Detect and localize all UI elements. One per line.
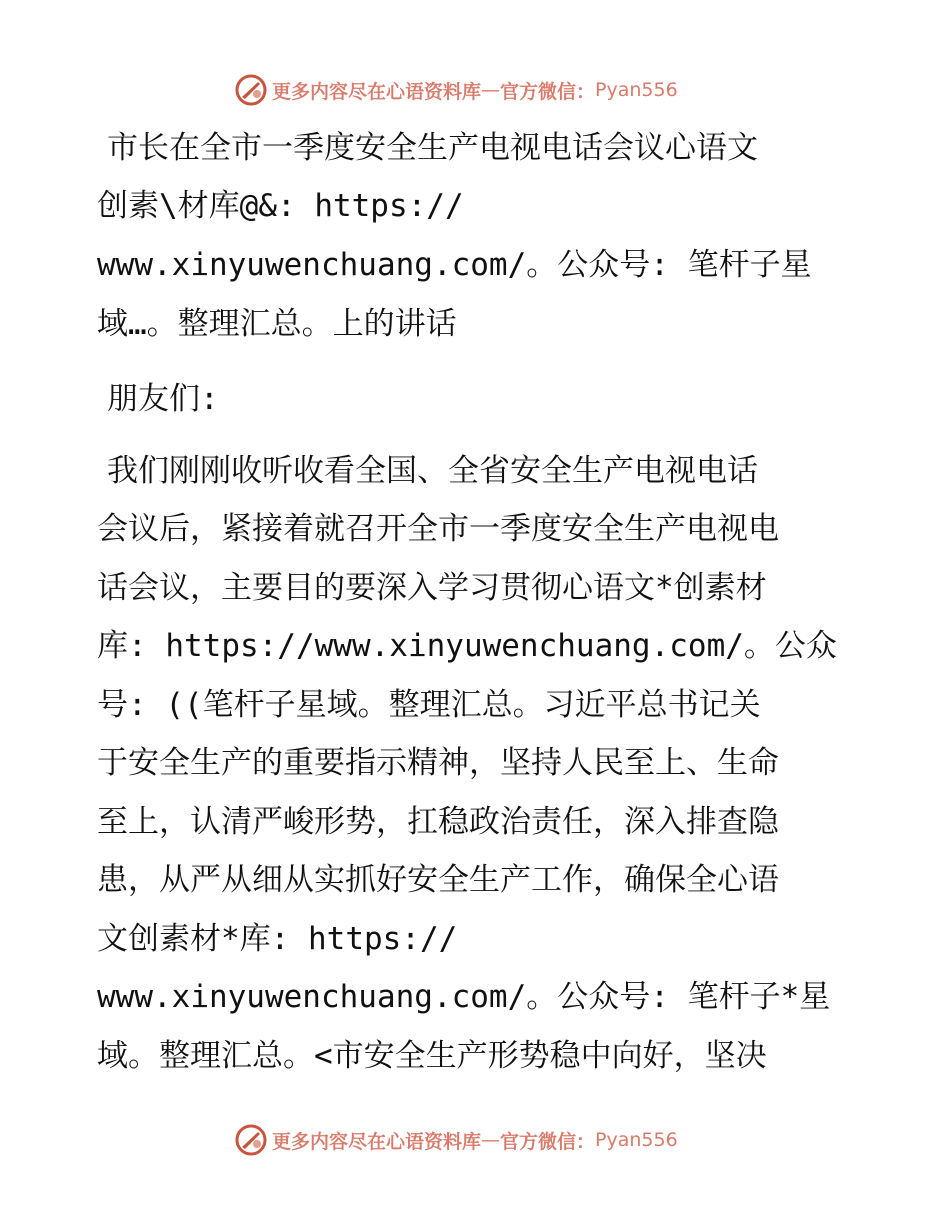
banner-separator: — <box>481 79 501 101</box>
document-title-line: 域…。整理汇总。上的讲话 <box>97 306 457 342</box>
salutation-line: 朋友们: <box>107 381 219 417</box>
banner-wechat-label: 官方微信： <box>500 1130 596 1153</box>
document-title-line: 市长在全市一季度安全生产电视电话会议心语文 <box>107 130 758 166</box>
banner-site-text: 更多内容尽在心语资料库 <box>272 1130 482 1153</box>
banner-wechat-id: Pyan556 <box>595 1129 678 1151</box>
paragraph-line: 文创素材*库: https:// <box>97 921 458 957</box>
footer-banner <box>234 1122 678 1158</box>
paragraph-line: 至上，认清严峻形势，扛稳政治责任，深入排查隐 <box>97 804 779 840</box>
paragraph-line: 话会议，主要目的要深入学习贯彻心语文*创素材 <box>97 570 767 606</box>
paragraph-line: 域。整理汇总。<市安全生产形势稳中向好，坚决 <box>97 1038 767 1074</box>
paragraph-line: 号: ((笔杆子星域。整理汇总。习近平总书记关 <box>97 687 761 723</box>
paragraph-line: www.xinyuwenchuang.com/。公众号: 笔杆子*星 <box>97 979 831 1015</box>
paragraph-line: 会议后，紧接着就召开全市一季度安全生产电视电 <box>97 511 779 547</box>
banner-separator: — <box>481 1129 501 1151</box>
paragraph-line: 我们刚刚收听收看全国、全省安全生产电视电话 <box>107 453 758 489</box>
paragraph-line: 库: https://www.xinyuwenchuang.com/。公众 <box>97 628 837 664</box>
document-title-line: www.xinyuwenchuang.com/。公众号: 笔杆子星 <box>97 247 812 283</box>
banner-wechat-id: Pyan556 <box>595 79 678 101</box>
header-banner <box>234 72 678 108</box>
quill-logo-icon <box>234 73 268 107</box>
document-title-line: 创素\材库@&: https:// <box>97 188 464 224</box>
banner-wechat-label: 官方微信： <box>500 80 596 103</box>
paragraph-line: 患，从严从细从实抓好安全生产工作，确保全心语 <box>97 862 779 898</box>
paragraph-line: 于安全生产的重要指示精神，坚持人民至上、生命 <box>97 745 779 781</box>
banner-site-text: 更多内容尽在心语资料库 <box>272 80 482 103</box>
quill-logo-icon <box>234 1123 268 1157</box>
